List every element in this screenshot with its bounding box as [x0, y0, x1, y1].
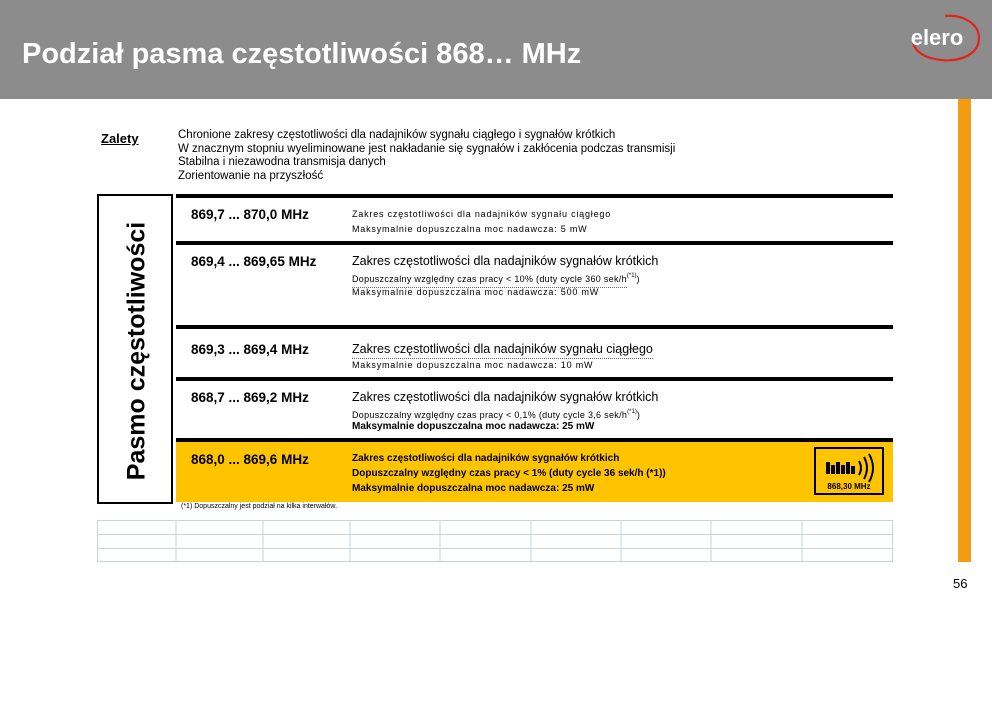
advantages-label: Zalety — [101, 131, 139, 146]
badge-frequency-label: 868,30 MHz — [827, 482, 871, 491]
band-description: Zakres częstotliwości dla nadajników sygnału ciągłego — [352, 341, 653, 359]
band-max-power: Maksymalnie dopuszczalna moc nadawcza: 500 mW — [352, 287, 600, 297]
advantage-item: Zorientowanie na przyszłość — [178, 169, 324, 182]
band-row-4 — [176, 381, 893, 438]
elero-logo — [893, 12, 981, 64]
band-frequency: 869,4 ... 869,65 MHz — [191, 254, 317, 269]
advantage-item: Stabilna i niezawodna transmisja danych — [178, 156, 386, 169]
band-frequency: 868,0 ... 869,6 MHz — [191, 452, 309, 467]
accent-bar — [958, 99, 971, 562]
band-description: Zakres częstotliwości dla nadajników sygnałów krótkich — [352, 453, 620, 464]
band-description: Zakres częstotliwości dla nadajników sygnałów krótkich — [352, 390, 659, 404]
band-duty-cycle: Dopuszczalny względny czas pracy < 1% (duty cycle 36 sek/h (*1)) — [352, 468, 666, 479]
band-description: Zakres częstotliwości dla nadajników sygnału ciągłego — [352, 209, 612, 219]
footnote: (*1) Dopuszczalny jest podział na kilka interwałów. — [181, 503, 338, 510]
band-frequency: 869,3 ... 869,4 MHz — [191, 342, 309, 357]
advantage-item: W znacznym stopniu wyeliminowane jest nakładanie się sygnałów i zakłócenia podczas transmisji — [178, 142, 676, 155]
band-row-5 — [176, 442, 893, 502]
advantage-item: Chronione zakresy częstotliwości dla nadajników sygnału ciągłego i sygnałów krótkich — [178, 129, 616, 141]
band-row-2 — [176, 245, 893, 325]
band-duty-cycle: Dopuszczalny względny czas pracy < 10% (duty cycle 360 sek/$h^{(*1)}$) — [352, 269, 640, 288]
radio-frequency-badge — [814, 447, 884, 495]
band-axis-box — [97, 194, 173, 504]
band-row-3 — [176, 329, 893, 377]
band-frequency: 869,7 ... 870,0 MHz — [191, 207, 309, 222]
slide-title: Podział pasma częstotliwości 868… MHz — [22, 38, 582, 70]
band-row-1 — [176, 198, 893, 241]
slide-header — [0, 0, 992, 99]
page-number: 56 — [953, 576, 968, 591]
band-max-power: Maksymalnie dopuszczalna moc nadawcza: 10 mW — [352, 360, 594, 370]
band-description: Zakres częstotliwości dla nadajników sygnałów krótkich — [352, 254, 659, 268]
band-max-power: Maksymalnie dopuszczalna moc nadawcza: 5 mW — [352, 224, 588, 234]
empty-table-grid — [97, 520, 893, 562]
radio-wave-icon — [816, 451, 882, 483]
band-max-power: Maksymalnie dopuszczalna moc nadawcza: 25 mW — [352, 421, 595, 432]
band-axis-label: Pasmo częstotliwości — [122, 221, 151, 481]
band-frequency: 868,7 ... 869,2 MHz — [191, 390, 309, 405]
band-duty-cycle: Dopuszczalny względny czas pracy < 0,1% (duty cycle 3,6 sek/$h^{(*1)}$) — [352, 409, 641, 420]
svg-text:elero: elero — [910, 25, 964, 50]
advantages-list — [178, 129, 675, 183]
band-max-power: Maksymalnie dopuszczalna moc nadawcza: 25 mW — [352, 483, 595, 494]
